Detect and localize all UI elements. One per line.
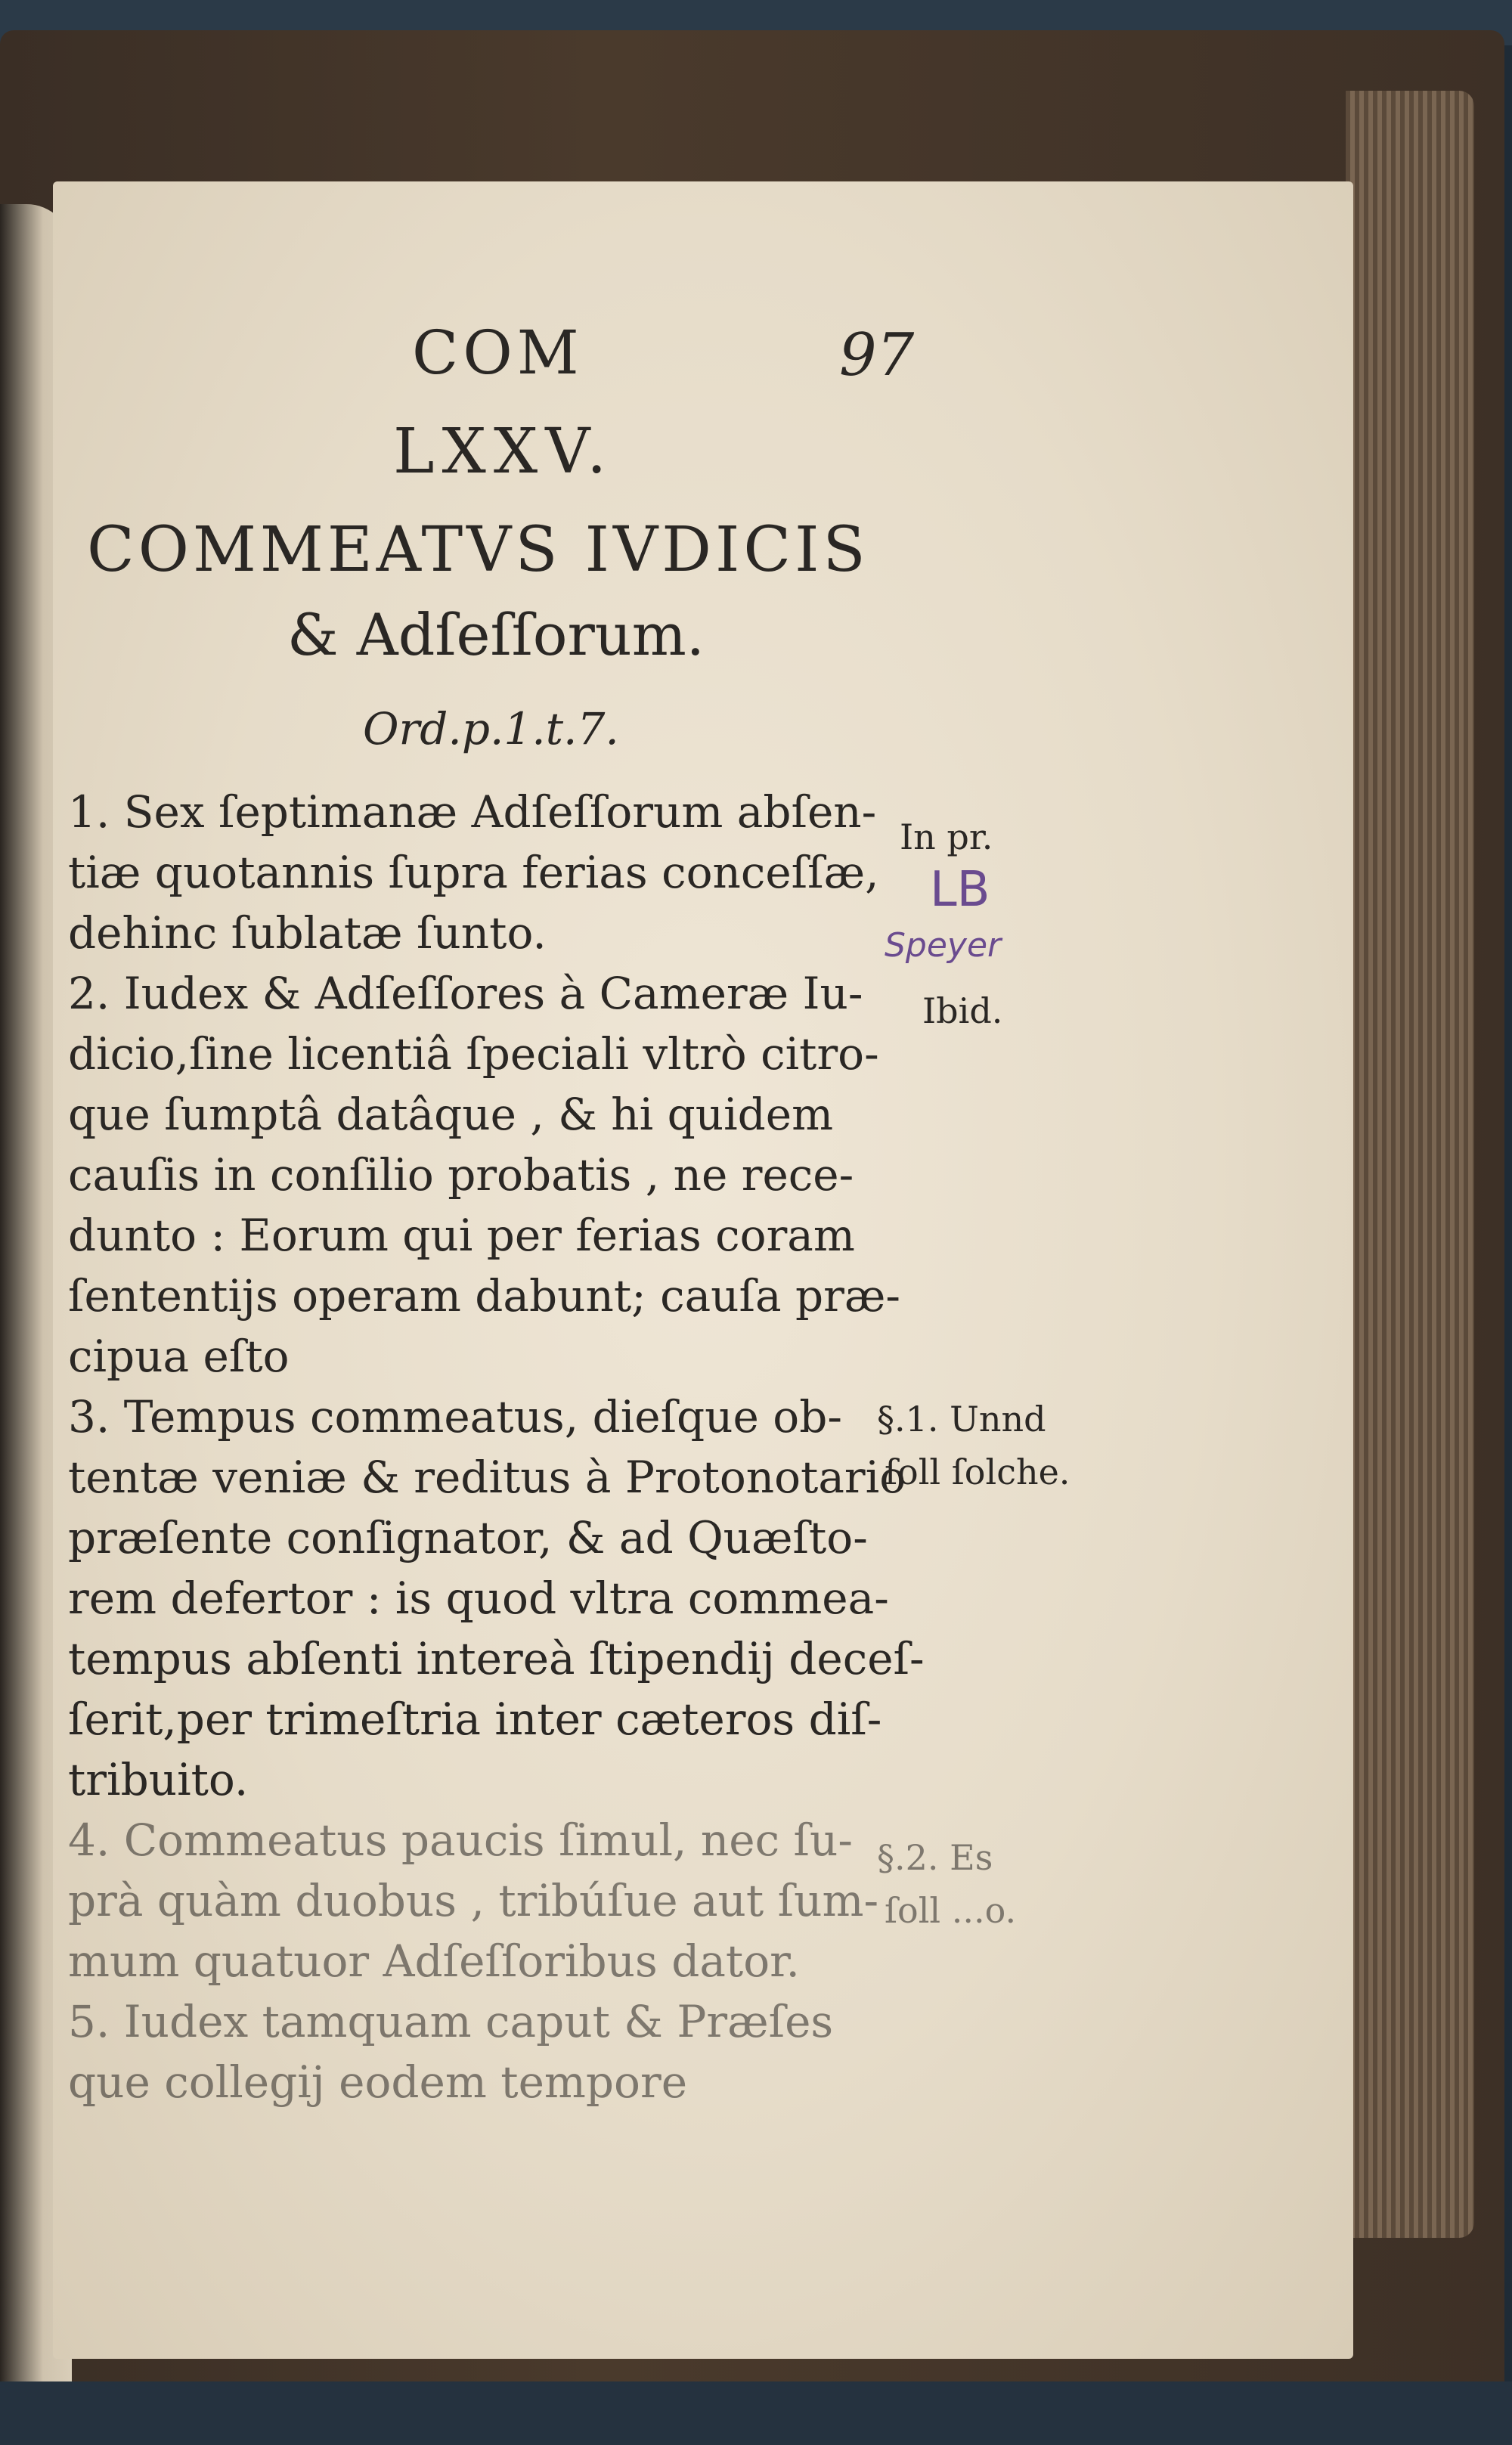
section-subtitle: & Adſeſſorum. (287, 601, 705, 668)
margin-note: §.2. Es (877, 1837, 993, 1878)
body-line: dunto : Eorum qui per ferias coram (68, 1210, 855, 1261)
body-line: 2. Iudex & Adſeſſores à Cameræ Iu- (68, 968, 863, 1019)
page-number: 97 (839, 321, 915, 389)
background-bottom (0, 2381, 1512, 2445)
body-line: ſerit,per trimeſtria inter cæteros diſ- (68, 1694, 882, 1745)
library-stamp: LB (930, 862, 990, 918)
margin-note: §.1. Unnd (877, 1399, 1046, 1439)
body-line: 5. Iudex tamquam caput & Præſes (68, 1996, 834, 2047)
body-line: 1. Sex ſeptimanæ Adſeſſorum abſen- (68, 786, 877, 838)
body-line: rem defertor : is quod vltra commea- (68, 1573, 889, 1624)
margin-note: ſoll ...o. (885, 1890, 1017, 1931)
body-line: tribuito. (68, 1754, 249, 1805)
body-line: cipua eſto (68, 1331, 290, 1382)
library-stamp: Speyer (885, 926, 1002, 965)
body-line: mum quatuor Adſeſſoribus dator. (68, 1935, 800, 1987)
body-line: præſente conſignator, & ad Quæſto- (68, 1512, 868, 1563)
section-numeral: LXXV. (393, 416, 615, 488)
body-line: 3. Tempus commeatus, dieſque ob- (68, 1391, 842, 1443)
body-line: 4. Commeatus paucis ſimul, nec ſu- (68, 1814, 853, 1866)
section-title: COMMEATVS IVDICIS (87, 514, 869, 586)
body-line: prà quàm duobus , tribúſue aut ſum- (68, 1875, 879, 1926)
body-line: tempus abſenti intereà ſtipendij deceſ- (68, 1633, 925, 1684)
margin-note: In pr. (900, 817, 993, 857)
body-line: que collegij eodem tempore (68, 2056, 688, 2108)
body-line: tiæ quotannis ſupra ferias conceſſæ, (68, 847, 879, 898)
body-line: ſententijs operam dabunt; cauſa præ- (68, 1270, 900, 1322)
margin-note: Ibid. (922, 990, 1003, 1031)
body-line: que ſumptâ datâque , & hi quidem (68, 1089, 834, 1140)
body-line: cauſis in conſilio probatis , ne rece- (68, 1149, 854, 1201)
running-head: COM (412, 318, 584, 388)
ordinance-reference: Ord.p.1.t.7. (363, 703, 619, 755)
body-line: dehinc ſublatæ ſunto. (68, 907, 547, 959)
body-line: tentæ veniæ & reditus à Protonotario (68, 1452, 906, 1503)
margin-note: ſoll ſolche. (885, 1452, 1070, 1492)
body-line: dicio,ſine licentiâ ſpeciali vltrò citro- (68, 1028, 879, 1080)
page-edges (1346, 91, 1474, 2238)
book-page (53, 181, 1353, 2359)
